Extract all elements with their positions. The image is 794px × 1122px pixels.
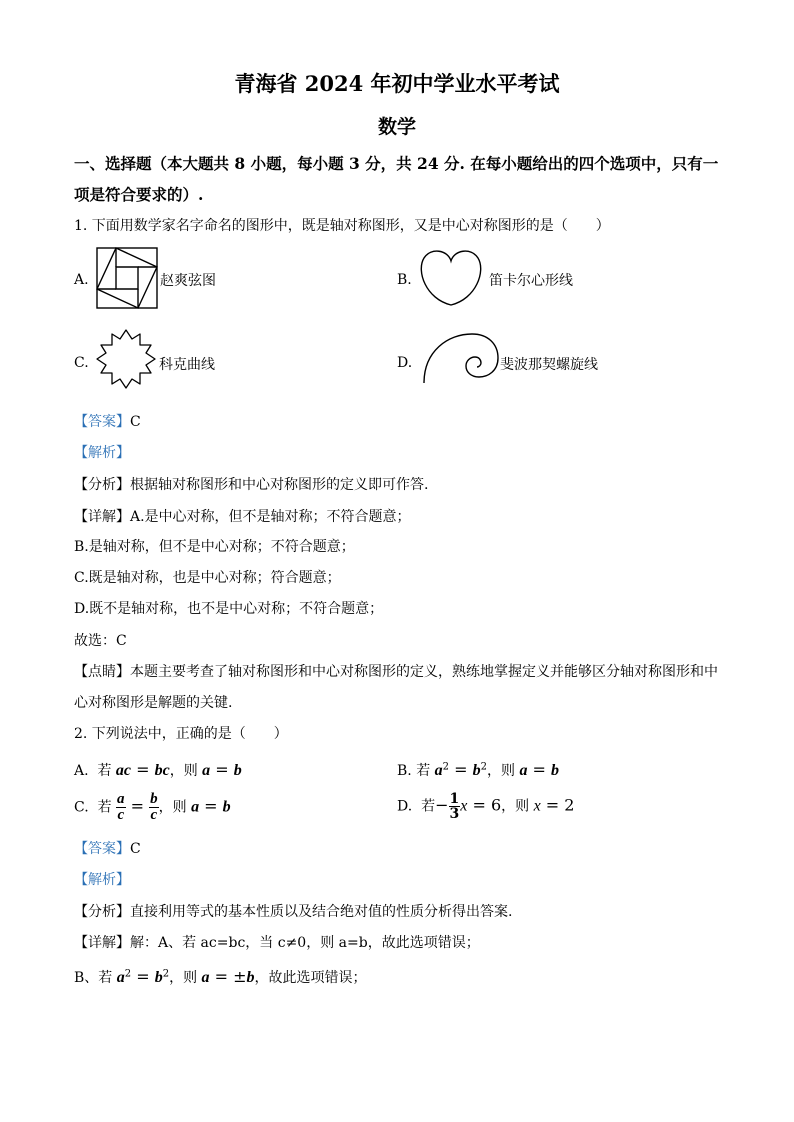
option-text: ，则 [158,799,187,816]
q1-analysis: 【分析】根据轴对称图形和中心对称图形的定义即可作答. [74,477,429,493]
math-op: = [210,760,234,779]
q1-detail-line: C.既是轴对称，也是中心对称；符合题意； [74,570,341,586]
cardioid-curve-icon [418,249,484,307]
math-term: b [246,969,255,986]
math-op: = [540,795,565,815]
q1-option-d-letter: D. [397,355,413,371]
math-term: b [154,969,163,986]
q1-analysis-tag: 【解析】 [74,445,130,461]
math-term: ac [115,762,132,779]
section-header-line2: 项是符合要求的）. [74,185,204,204]
zhao-shuang-chord-diagram-icon [96,247,158,309]
q1-comment-line1: 【点睛】本题主要考查了轴对称图形和中心对称图形的定义，熟练地掌握定义并能够区分轴对称图形和中 [74,664,718,680]
fraction-denominator: c [117,807,125,823]
q2-answer [74,838,141,858]
q1-answer [74,411,141,431]
math-op: = [467,795,491,815]
math-op: = [131,967,155,986]
answer-tag: 【答案】 [74,414,130,430]
math-op: = ± [209,967,247,986]
option-text: ，则 [169,763,198,779]
fraction-numerator: 1 [449,791,460,807]
math-op: − [435,795,449,815]
fibonacci-spiral-icon [422,331,500,385]
q1-option-b-letter: B. [397,272,412,288]
fraction-denominator: c [150,807,158,823]
math-term: b [233,762,242,779]
math-term: 6 [490,795,502,815]
exam-title: 青海省 2024 年初中学业水平考试 [234,71,560,96]
math-term: b [551,762,560,779]
section-header-line1: 一、选择题（本大题共 8 小题，每小题 3 分，共 24 分. 在每小题给出的四个选项中，只有一 [74,154,719,173]
detail-text: B、若 [74,970,113,986]
math-term: bc [154,762,170,779]
math-term: b [472,762,481,779]
q1-option-a-label: 赵爽弦图 [160,273,216,289]
q1-option-c-label: 科克曲线 [159,357,215,373]
option-letter: C. [74,799,89,816]
math-term: a [116,969,125,986]
math-term: a [201,969,210,986]
detail-text: ，故此选项错误； [254,970,367,986]
q1-detail-line: B.是轴对称，但不是中心对称；不符合题意； [74,539,355,555]
option-text: 若 [97,799,112,816]
q1-detail-line: D.既不是轴对称，也不是中心对称；不符合题意； [74,601,384,617]
q1-option-c-letter: C. [74,355,89,371]
option-letter: A. [74,763,89,779]
q2-detail-line2 [74,967,367,987]
question-2-stem: 2. 下列说法中，正确的是（ ） [74,726,288,742]
math-exponent: 2 [442,761,450,773]
option-letter: B. [397,763,412,779]
q1-option-a-letter: A. [74,272,89,288]
fraction-one-third [449,792,461,821]
math-term: a [191,798,200,816]
math-term: a [519,762,528,779]
q2-option-a [74,760,242,780]
math-term: b [222,798,231,816]
option-letter: D. [397,798,413,815]
q2-option-c [74,792,231,823]
option-text: 若 [416,763,431,779]
answer-value: C [130,841,141,857]
option-text: 若 [97,763,112,779]
q1-detail-line: 【详解】A.是中心对称，但不是轴对称；不符合题意； [74,509,411,525]
math-op: = [131,760,155,779]
fraction-b-over-c [149,792,159,823]
option-text: ，则 [501,798,530,815]
q2-option-d [397,792,574,821]
detail-text: ，则 [169,970,198,986]
math-exponent: 2 [480,761,487,773]
math-term: a [202,762,211,779]
fraction-a-over-c [116,792,126,823]
option-text: 若 [421,798,436,815]
math-op: = [199,796,223,816]
fraction-denominator: 3 [449,806,460,822]
q1-option-d-label: 斐波那契螺旋线 [500,357,598,373]
q2-analysis: 【分析】直接利用等式的基本性质以及结合绝对值的性质分析得出答案. [74,904,513,920]
math-exponent: 2 [162,968,170,980]
q2-option-b [397,760,559,780]
math-term: a [434,762,443,779]
q2-analysis-tag: 【解析】 [74,872,130,888]
option-text: ，则 [486,763,515,779]
q1-conclusion: 故选：C [74,633,127,649]
fraction-numerator: a [117,791,125,807]
math-op: = [125,796,150,816]
koch-snowflake-curve-icon [94,327,158,391]
fraction-numerator: b [150,791,158,807]
math-exponent: 2 [124,968,132,980]
q1-comment-line2: 心对称图形是解题的关键. [74,695,233,711]
answer-tag: 【答案】 [74,841,130,857]
math-term: 2 [564,795,575,815]
answer-value: C [130,414,141,430]
question-1-stem: 1. 下面用数学家名字命名的图形中，既是轴对称图形，又是中心对称图形的是（ ） [74,218,610,234]
exam-subject: 数学 [377,116,416,138]
math-op: = [527,760,552,779]
math-term: x [460,797,468,815]
q1-option-b-label: 笛卡尔心形线 [489,273,573,289]
q2-detail-line1: 【详解】解：A、若 ac=bc，当 c≠0，则 a=b，故此选项错误； [74,935,480,951]
math-term: x [533,797,541,815]
math-op: = [449,760,473,779]
